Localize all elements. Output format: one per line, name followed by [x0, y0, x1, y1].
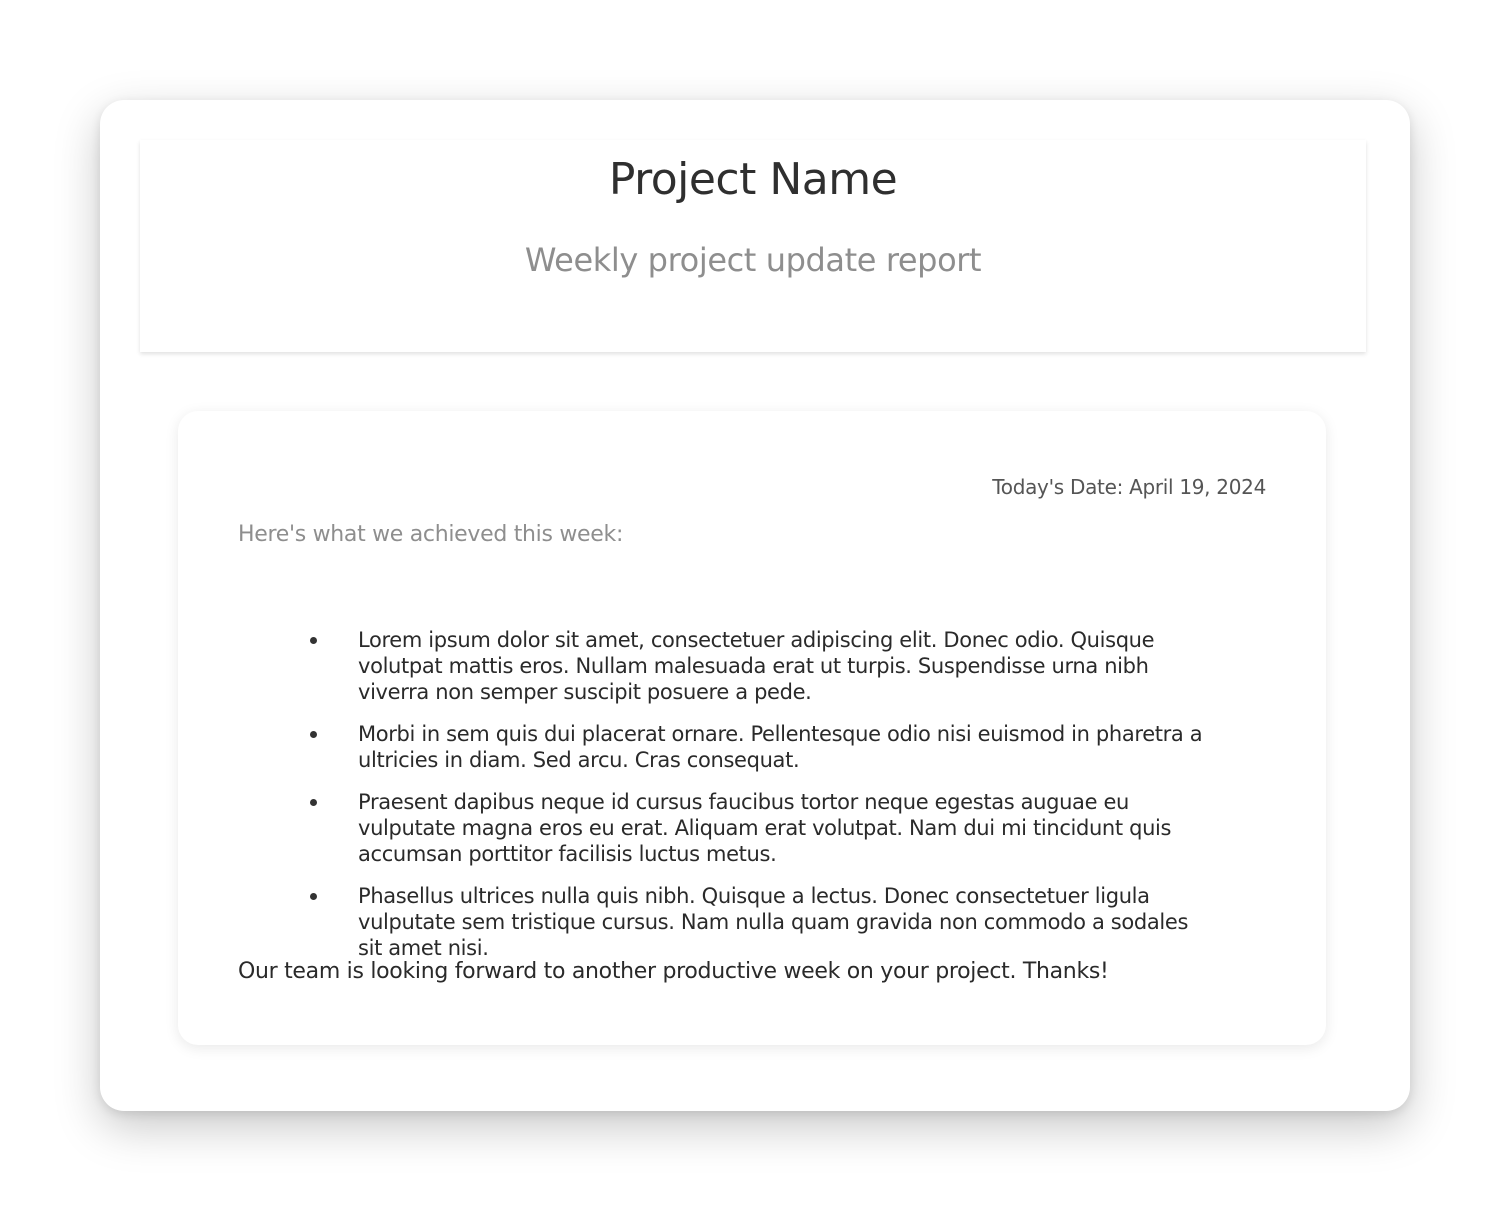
list-item-text: Lorem ipsum dolor sit amet, consectetuer adipiscing elit. Donec odio. Quisque volutpat mattis eros. Nullam malesuada erat ut turpis. Suspendisse urna nibh viverra non semper suscipit posuere a pede. [358, 628, 1155, 704]
report-closing: Our team is looking forward to another productive week on your project. Thanks! [238, 959, 1109, 984]
bullet-icon [310, 799, 317, 806]
report-intro: Here's what we achieved this week: [238, 522, 624, 547]
list-item [298, 721, 1218, 773]
achievements-list [298, 627, 1218, 977]
report-card [178, 411, 1326, 1045]
list-item-text: Praesent dapibus neque id cursus faucibus tortor neque egestas auguae eu vulputate magna eros eu erat. Aliquam erat volutpat. Nam dui mi tincidunt quis accumsan porttitor facilisis luctus metus. [358, 790, 1172, 866]
list-item-text: Phasellus ultrices nulla quis nibh. Quisque a lectus. Donec consectetuer ligula vulputate sem tristique cursus. Nam nulla quam gravida non commodo a sodales sit amet nisi. [358, 884, 1189, 960]
bullet-icon [310, 731, 317, 738]
list-item [298, 883, 1218, 961]
list-item [298, 627, 1218, 705]
list-item [298, 789, 1218, 867]
page-subtitle: Weekly project update report [524, 241, 982, 279]
report-window [100, 100, 1410, 1111]
page-title: Project Name [608, 154, 898, 205]
report-header [140, 140, 1366, 352]
list-item-text: Morbi in sem quis dui placerat ornare. Pellentesque odio nisi euismod in pharetra a ultricies in diam. Sed arcu. Cras consequat. [358, 722, 1203, 772]
report-date: Today's Date: April 19, 2024 [992, 475, 1266, 499]
bullet-icon [310, 893, 317, 900]
bullet-icon [310, 637, 317, 644]
